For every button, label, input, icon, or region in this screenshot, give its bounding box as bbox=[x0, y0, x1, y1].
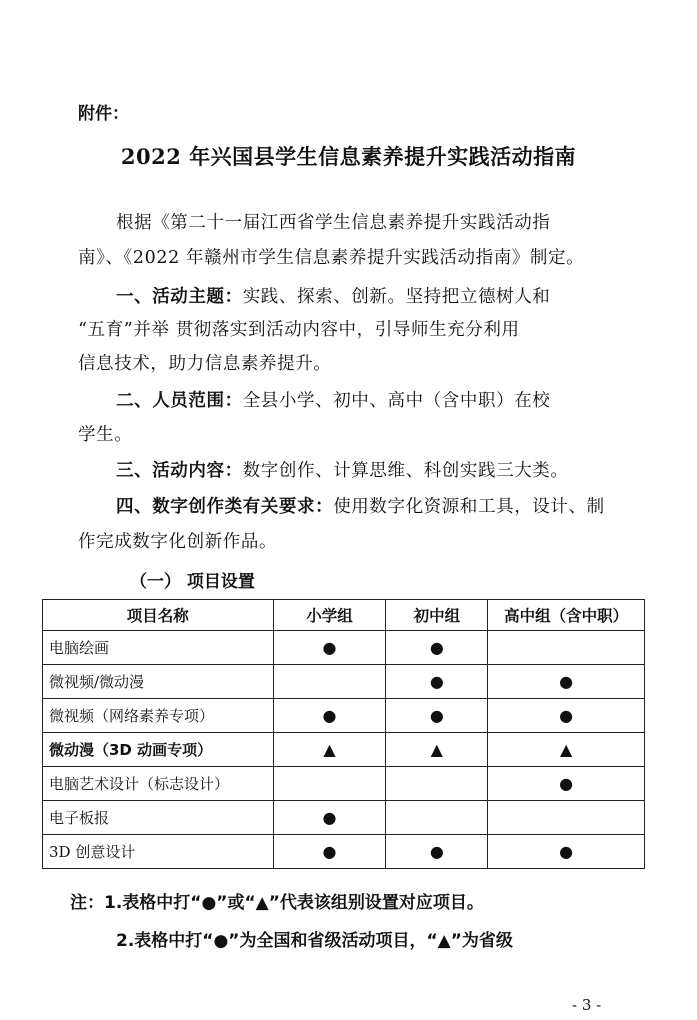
section-4-line-1 bbox=[116, 495, 605, 519]
section-3-label: 三、活动内容： bbox=[116, 461, 243, 481]
row-name: 电脑绘画 bbox=[43, 631, 274, 665]
cell-senior bbox=[488, 631, 645, 665]
table-row bbox=[43, 665, 645, 699]
section-4-line-2: 作完成数字化创新作品。 bbox=[78, 532, 278, 552]
attachment-label: 附件： bbox=[78, 104, 129, 124]
header-primary: 小学组 bbox=[273, 600, 386, 631]
section-1-label: 一、活动主题： bbox=[116, 287, 243, 307]
section-4-text: 使用数字化资源和工具，设计、制 bbox=[333, 497, 605, 517]
cell-senior: ● bbox=[488, 835, 645, 869]
cell-senior: ● bbox=[488, 699, 645, 733]
table-row bbox=[43, 835, 645, 869]
section-2-label: 二、人员范围： bbox=[116, 391, 243, 411]
cell-junior: ● bbox=[386, 631, 488, 665]
section-3-line-1 bbox=[116, 459, 569, 483]
note-1: 注：1.表格中打“●”或“▲”代表该组别设置对应项目。 bbox=[70, 893, 484, 913]
page-number: - 3 - bbox=[572, 996, 602, 1014]
intro-line-2: 南》、《2022 年赣州市学生信息素养提升实践活动指南》制定。 bbox=[78, 248, 585, 268]
row-name: 微视频/微动漫 bbox=[43, 665, 274, 699]
cell-senior: ▲ bbox=[488, 733, 645, 767]
cell-senior: ● bbox=[488, 665, 645, 699]
cell-junior: ▲ bbox=[386, 733, 488, 767]
row-name: 电脑艺术设计（标志设计） bbox=[43, 767, 274, 801]
cell-primary: ● bbox=[273, 801, 386, 835]
sub-heading: （一） 项目设置 bbox=[130, 572, 255, 592]
section-1-line-3: 信息技术，助力信息素养提升。 bbox=[78, 354, 332, 374]
cell-primary: ● bbox=[273, 699, 386, 733]
cell-primary: ▲ bbox=[273, 733, 386, 767]
document-title: 2022 年兴国县学生信息素养提升实践活动指南 bbox=[120, 144, 577, 169]
cell-junior: ● bbox=[386, 835, 488, 869]
cell-primary: ● bbox=[273, 835, 386, 869]
cell-primary: ● bbox=[273, 631, 386, 665]
section-1-line-2: “五育”并举 贯彻落实到活动内容中，引导师生充分利用 bbox=[78, 320, 520, 340]
cell-junior: ● bbox=[386, 665, 488, 699]
cell-primary bbox=[273, 767, 386, 801]
table-row bbox=[43, 733, 645, 767]
section-3-text: 数字创作、计算思维、科创实践三大类。 bbox=[242, 461, 569, 481]
note-2: 2.表格中打“●”为全国和省级活动项目，“▲”为省级 bbox=[116, 931, 513, 951]
project-table bbox=[42, 599, 645, 869]
cell-primary bbox=[273, 665, 386, 699]
row-name: 电子板报 bbox=[43, 801, 274, 835]
section-1-text: 实践、探索、创新。坚持把立德树人和 bbox=[242, 287, 551, 307]
section-2-text: 全县小学、初中、高中（含中职）在校 bbox=[242, 391, 551, 411]
table-row bbox=[43, 631, 645, 665]
table-row bbox=[43, 801, 645, 835]
header-project-name: 项目名称 bbox=[43, 600, 274, 631]
intro-line-1: 根据《第二十一届江西省学生信息素养提升实践活动指 bbox=[116, 213, 551, 233]
section-1-line-1 bbox=[116, 285, 550, 309]
section-2-line-2: 学生。 bbox=[78, 425, 133, 445]
cell-junior bbox=[386, 767, 488, 801]
row-name: 微动漫（3D 动画专项） bbox=[43, 733, 274, 767]
section-4-label: 四、数字创作类有关要求： bbox=[116, 497, 334, 517]
table-header-row bbox=[43, 600, 645, 631]
cell-junior bbox=[386, 801, 488, 835]
table-row bbox=[43, 699, 645, 733]
row-name: 微视频（网络素养专项） bbox=[43, 699, 274, 733]
row-name: 3D 创意设计 bbox=[43, 835, 274, 869]
header-junior: 初中组 bbox=[386, 600, 488, 631]
header-senior: 高中组（含中职） bbox=[488, 600, 645, 631]
table-row bbox=[43, 767, 645, 801]
cell-senior bbox=[488, 801, 645, 835]
section-2-line-1 bbox=[116, 389, 550, 413]
cell-senior: ● bbox=[488, 767, 645, 801]
cell-junior: ● bbox=[386, 699, 488, 733]
